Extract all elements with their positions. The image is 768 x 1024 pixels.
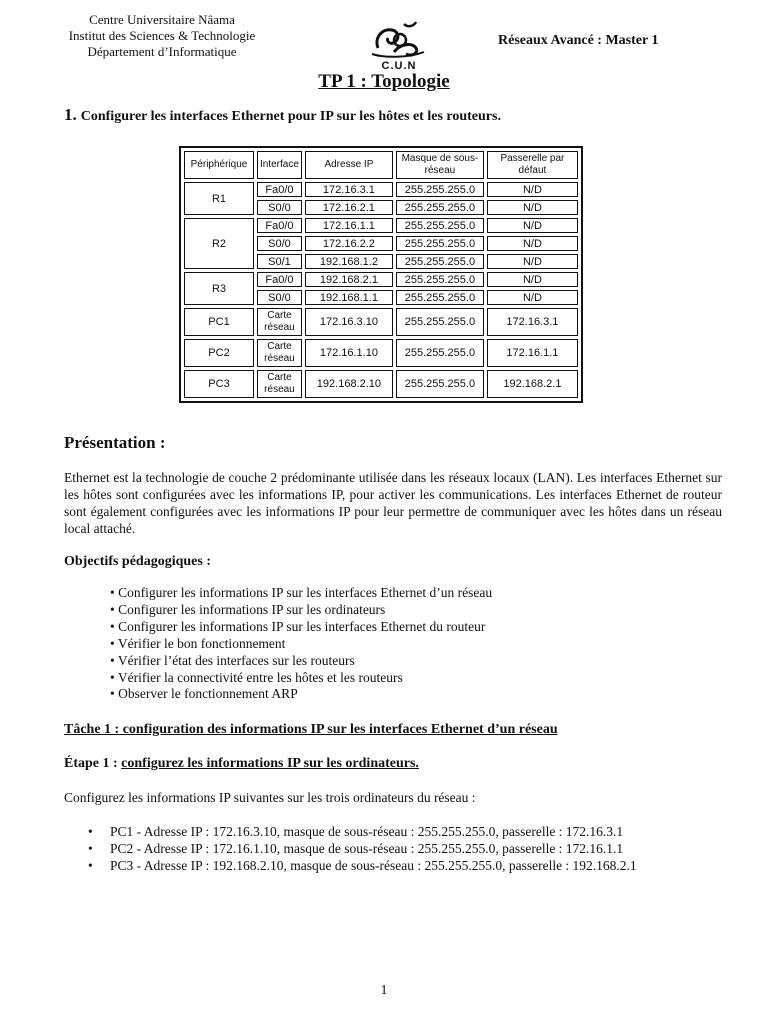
ip-cell: 172.16.1.1 bbox=[305, 218, 393, 233]
column-header: Adresse IP bbox=[305, 151, 393, 179]
ip-cell: 172.16.2.1 bbox=[305, 200, 393, 215]
course-title: Réseaux Avancé : Master 1 bbox=[498, 33, 659, 48]
logo-emblem-icon bbox=[364, 18, 434, 60]
presentation-paragraph: Ethernet est la technologie de couche 2 prédominante utilisée dans les réseaux locaux (LAN). Les interfaces Ethernet sur les hôtes sont configurées avec les informations IP, pour activer les communications. Les interfaces Ethernet de routeur sont également configurées avec les informations IP pour leur permettre de communiquer avec les hôtes dans un réseau local attaché. bbox=[64, 470, 722, 536]
section-heading bbox=[64, 105, 501, 125]
list-item: • Configurer les informations IP sur les ordinateurs bbox=[110, 602, 492, 619]
gateway-cell: N/D bbox=[487, 236, 578, 251]
interface-cell: Carte réseau bbox=[257, 308, 302, 336]
section-number: 1. bbox=[64, 105, 77, 124]
list-item: • PC3 - Adresse IP : 192.168.2.10, masque de sous-réseau : 255.255.255.0, passerelle : 192.168.2.1 bbox=[88, 857, 637, 874]
interface-cell: Fa0/0 bbox=[257, 272, 302, 287]
mask-cell: 255.255.255.0 bbox=[396, 290, 484, 305]
column-header: Interface bbox=[257, 151, 302, 179]
gateway-cell: 172.16.1.1 bbox=[487, 339, 578, 367]
mask-cell: 255.255.255.0 bbox=[396, 182, 484, 197]
interface-cell: Fa0/0 bbox=[257, 218, 302, 233]
table-row bbox=[184, 370, 578, 398]
interface-cell: Carte réseau bbox=[257, 339, 302, 367]
list-item: • PC2 - Adresse IP : 172.16.1.10, masque de sous-réseau : 255.255.255.0, passerelle : 172.16.1.1 bbox=[88, 840, 637, 857]
presentation-heading: Présentation : bbox=[64, 433, 166, 452]
interface-cell: Carte réseau bbox=[257, 370, 302, 398]
intro-text: Configurez les informations IP suivantes sur les trois ordinateurs du réseau : bbox=[64, 790, 476, 805]
ip-cell: 192.168.1.2 bbox=[305, 254, 393, 269]
list-item: • PC1 - Adresse IP : 172.16.3.10, masque de sous-réseau : 255.255.255.0, passerelle : 172.16.3.1 bbox=[88, 823, 637, 840]
gateway-cell: N/D bbox=[487, 218, 578, 233]
device-cell: R1 bbox=[184, 182, 254, 215]
device-cell: PC1 bbox=[184, 308, 254, 336]
device-cell: PC3 bbox=[184, 370, 254, 398]
gateway-cell: N/D bbox=[487, 272, 578, 287]
list-item: • Vérifier la connectivité entre les hôtes et les routeurs bbox=[110, 670, 492, 687]
ip-cell: 172.16.3.10 bbox=[305, 308, 393, 336]
column-header: Masque de sous-réseau bbox=[396, 151, 484, 179]
list-item: • Configurer les informations IP sur les interfaces Ethernet du routeur bbox=[110, 619, 492, 636]
objectives-list bbox=[110, 585, 492, 703]
interface-cell: S0/1 bbox=[257, 254, 302, 269]
ip-cell: 192.168.1.1 bbox=[305, 290, 393, 305]
mask-cell: 255.255.255.0 bbox=[396, 308, 484, 336]
section-text: Configurer les interfaces Ethernet pour IP sur les hôtes et les routeurs. bbox=[80, 109, 501, 124]
institution-line: Département d’Informatique bbox=[87, 44, 237, 59]
column-header: Périphérique bbox=[184, 151, 254, 179]
institution-line: Institut des Sciences & Technologie bbox=[68, 28, 256, 43]
table-row bbox=[184, 182, 578, 197]
pc-config-list bbox=[88, 823, 637, 874]
gateway-cell: 172.16.3.1 bbox=[487, 308, 578, 336]
table-row bbox=[184, 339, 578, 367]
column-header: Passerelle par défaut bbox=[487, 151, 578, 179]
objectives-heading: Objectifs pédagogiques : bbox=[64, 554, 211, 569]
university-logo bbox=[364, 18, 434, 70]
page-title: TP 1 : Topologie bbox=[318, 71, 450, 92]
addressing-table bbox=[179, 146, 583, 403]
list-item: • Configurer les informations IP sur les interfaces Ethernet d’un réseau bbox=[110, 585, 492, 602]
ip-cell: 192.168.2.1 bbox=[305, 272, 393, 287]
table-row bbox=[184, 272, 578, 287]
interface-cell: S0/0 bbox=[257, 290, 302, 305]
ip-cell: 172.16.2.2 bbox=[305, 236, 393, 251]
list-item: • Observer le fonctionnement ARP bbox=[110, 686, 492, 703]
interface-cell: Fa0/0 bbox=[257, 182, 302, 197]
table-header-row bbox=[184, 151, 578, 179]
step-label: Étape 1 : bbox=[64, 756, 118, 771]
gateway-cell: N/D bbox=[487, 200, 578, 215]
ip-cell: 172.16.3.1 bbox=[305, 182, 393, 197]
list-item: • Vérifier l’état des interfaces sur les routeurs bbox=[110, 653, 492, 670]
mask-cell: 255.255.255.0 bbox=[396, 254, 484, 269]
institution-line: Centre Universitaire Nâama bbox=[89, 12, 235, 27]
logo-text: C.U.N bbox=[381, 60, 417, 72]
gateway-cell: N/D bbox=[487, 290, 578, 305]
task-heading: Tâche 1 : configuration des informations IP sur les interfaces Ethernet d’un réseau bbox=[64, 722, 558, 737]
ip-cell: 192.168.2.10 bbox=[305, 370, 393, 398]
mask-cell: 255.255.255.0 bbox=[396, 236, 484, 251]
device-cell: PC2 bbox=[184, 339, 254, 367]
gateway-cell: N/D bbox=[487, 182, 578, 197]
device-cell: R2 bbox=[184, 218, 254, 269]
mask-cell: 255.255.255.0 bbox=[396, 272, 484, 287]
interface-cell: S0/0 bbox=[257, 236, 302, 251]
mask-cell: 255.255.255.0 bbox=[396, 370, 484, 398]
page-number: 1 bbox=[380, 983, 388, 998]
list-item: • Vérifier le bon fonctionnement bbox=[110, 636, 492, 653]
table-row bbox=[184, 308, 578, 336]
table-row bbox=[184, 218, 578, 233]
ip-cell: 172.16.1.10 bbox=[305, 339, 393, 367]
gateway-cell: N/D bbox=[487, 254, 578, 269]
interface-cell: S0/0 bbox=[257, 200, 302, 215]
device-cell: R3 bbox=[184, 272, 254, 305]
mask-cell: 255.255.255.0 bbox=[396, 200, 484, 215]
institution-header bbox=[46, 12, 278, 60]
mask-cell: 255.255.255.0 bbox=[396, 339, 484, 367]
gateway-cell: 192.168.2.1 bbox=[487, 370, 578, 398]
step-heading bbox=[64, 756, 419, 772]
step-text: configurez les informations IP sur les ordinateurs. bbox=[121, 756, 419, 771]
mask-cell: 255.255.255.0 bbox=[396, 218, 484, 233]
